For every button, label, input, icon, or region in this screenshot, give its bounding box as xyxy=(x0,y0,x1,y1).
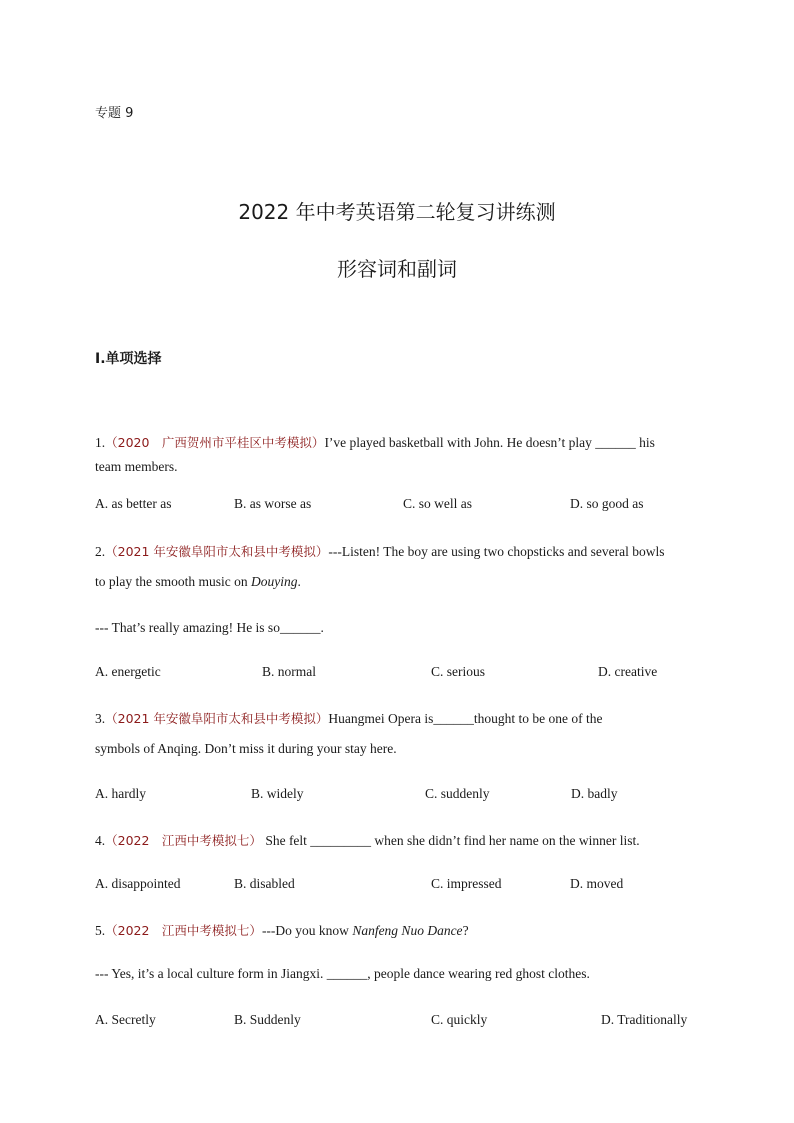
question-text: She felt _________ when she didn’t find her name on the winner list. xyxy=(261,833,640,848)
topic-label: 专题 9 xyxy=(95,106,134,121)
option-c[interactable]: C. serious xyxy=(431,664,485,679)
option-d[interactable]: D. badly xyxy=(571,786,618,801)
option-d[interactable]: D. moved xyxy=(570,876,624,891)
option-b[interactable]: B. disabled xyxy=(234,876,295,891)
question-number: 3. xyxy=(95,711,106,726)
question-number: 4. xyxy=(95,833,106,848)
option-c[interactable]: C. quickly xyxy=(431,1012,488,1027)
punctuation: ? xyxy=(462,923,469,938)
document-subtitle: 形容词和副词 xyxy=(337,257,457,281)
dance-name: Nanfeng Nuo Dance xyxy=(352,923,463,938)
section-heading: Ⅰ.单项选择 xyxy=(95,351,162,367)
option-a[interactable]: A. as better as xyxy=(95,496,172,511)
question-1-line-1 xyxy=(95,433,655,451)
document-title: 2022 年中考英语第二轮复习讲练测 xyxy=(238,200,556,224)
question-2-line-1 xyxy=(95,542,664,560)
question-source: （2022 江西中考模拟七） xyxy=(105,833,262,848)
question-text: ---Listen! The boy are using two chopsticks and several bowls xyxy=(328,544,665,559)
option-b[interactable]: B. as worse as xyxy=(234,496,312,511)
option-b[interactable]: B. widely xyxy=(251,786,304,801)
question-3-line-2: symbols of Anqing. Don’t miss it during your stay here. xyxy=(95,741,397,756)
question-2-line-3: --- That’s really amazing! He is so______. xyxy=(95,620,324,635)
question-5-line-2: --- Yes, it’s a local culture form in Jiangxi. ______, people dance wearing red ghost clothes. xyxy=(95,966,590,981)
question-number: 2. xyxy=(95,544,106,559)
option-a[interactable]: A. hardly xyxy=(95,786,146,801)
question-1-line-2: team members. xyxy=(95,459,178,474)
option-c[interactable]: C. impressed xyxy=(431,876,502,891)
question-number: 5. xyxy=(95,923,106,938)
option-a[interactable]: A. Secretly xyxy=(95,1012,156,1027)
question-source: （2020 广西贺州市平桂区中考模拟） xyxy=(105,435,325,450)
question-2-line-2 xyxy=(95,574,301,590)
option-b[interactable]: B. normal xyxy=(262,664,316,679)
option-d[interactable]: D. creative xyxy=(598,664,658,679)
question-4-line-1 xyxy=(95,831,640,849)
option-b[interactable]: B. Suddenly xyxy=(234,1012,301,1027)
option-a[interactable]: A. disappointed xyxy=(95,876,181,891)
question-text: Huangmei Opera is______thought to be one of the xyxy=(328,711,603,726)
option-c[interactable]: C. so well as xyxy=(403,496,472,511)
app-name: Douying xyxy=(251,574,298,589)
option-d[interactable]: D. Traditionally xyxy=(601,1012,688,1027)
question-text: I’ve played basketball with John. He doesn’t play ______ his xyxy=(324,435,655,450)
question-number: 1. xyxy=(95,435,106,450)
question-3-line-1 xyxy=(95,709,603,727)
question-source: （2021 年安徽阜阳市太和县中考模拟） xyxy=(105,544,329,559)
question-text: to play the smooth music on xyxy=(95,574,251,589)
question-source: （2021 年安徽阜阳市太和县中考模拟） xyxy=(105,711,329,726)
question-5-line-1 xyxy=(95,921,469,939)
question-text: ---Do you know xyxy=(261,923,353,938)
option-c[interactable]: C. suddenly xyxy=(425,786,490,801)
option-a[interactable]: A. energetic xyxy=(95,664,161,679)
option-d[interactable]: D. so good as xyxy=(570,496,644,511)
question-source: （2022 江西中考模拟七） xyxy=(105,923,262,938)
punctuation: . xyxy=(297,574,301,589)
